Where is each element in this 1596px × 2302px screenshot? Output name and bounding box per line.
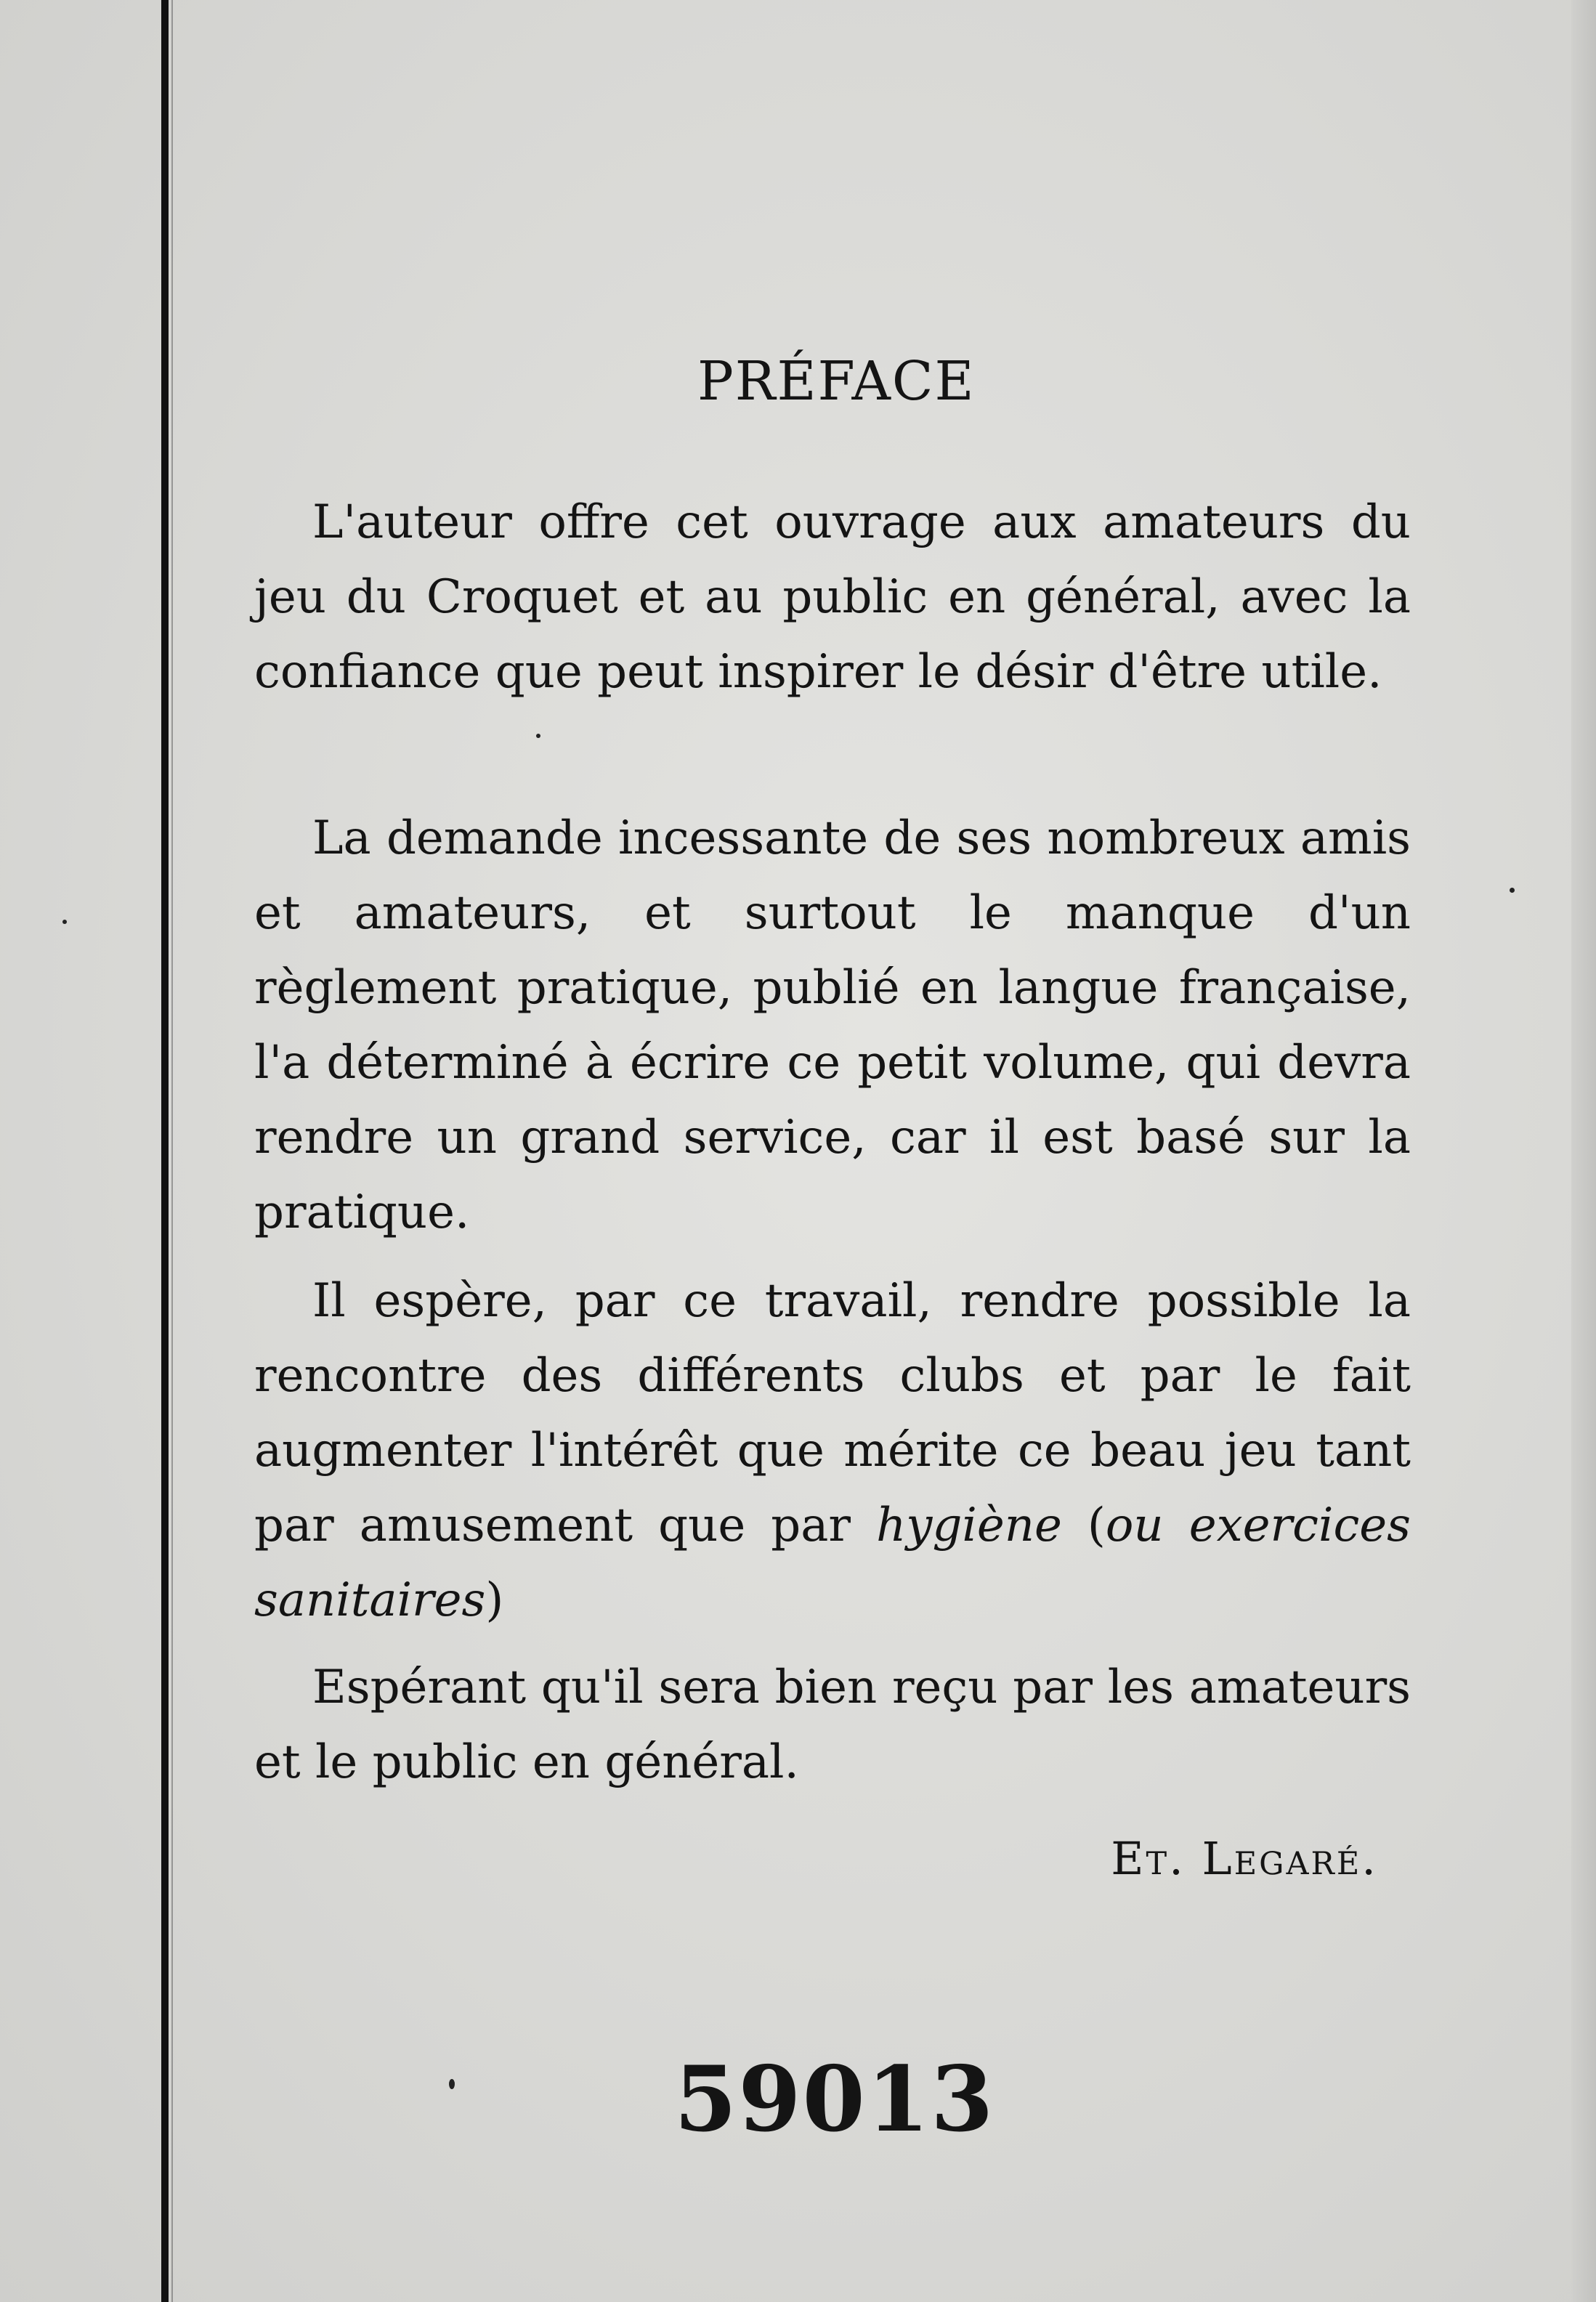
paragraph-2 [254,801,1411,1250]
paragraph-1 [254,485,1411,710]
scan-speck [62,920,67,924]
binding-edge-shadow [171,0,173,2302]
paragraph-3-text: Il espère, par ce travail, rendre possible la rencontre des différents clubs et par le fait augmenter l'intérêt que mérite ce beau jeu tant par amusement que par [254,1274,1411,1552]
paragraph-3-open-paren: ( [1061,1499,1106,1552]
paragraph-3-italic-exercices: ou exercices sanitaires [254,1499,1411,1627]
paragraph-4 [254,1650,1411,1800]
paragraph-3-close-paren: ) [485,1573,504,1627]
author-signature: Et. Legaré. [1111,1832,1378,1885]
page-title: PRÉFACE [697,350,976,413]
paragraph-3-italic-hygiene: hygiène [876,1499,1062,1552]
page-number: 59013 [674,2047,995,2152]
scan-speck [449,2079,455,2089]
binding-edge-line [161,0,169,2302]
scan-speck [536,734,540,738]
paragraph-4-text: Espérant qu'il sera bien reçu par les amateurs et le public en général. [254,1661,1411,1789]
scan-speck [1510,888,1515,893]
paragraph-1-text: L'auteur offre cet ouvrage aux amateurs du jeu du Croquet et au public en général, avec la confiance que peut inspirer le désir d'être utile. [254,495,1411,699]
paragraph-2-text: La demande incessante de ses nombreux amis et amateurs, et surtout le manque d'un règlement pratique, publié en langue française, l'a déterminé à écrire ce petit volume, qui devra rendre un grand service, car il est basé sur la pratique. [254,811,1411,1239]
paragraph-3 [254,1264,1411,1638]
page-right-edge [1571,0,1596,2302]
